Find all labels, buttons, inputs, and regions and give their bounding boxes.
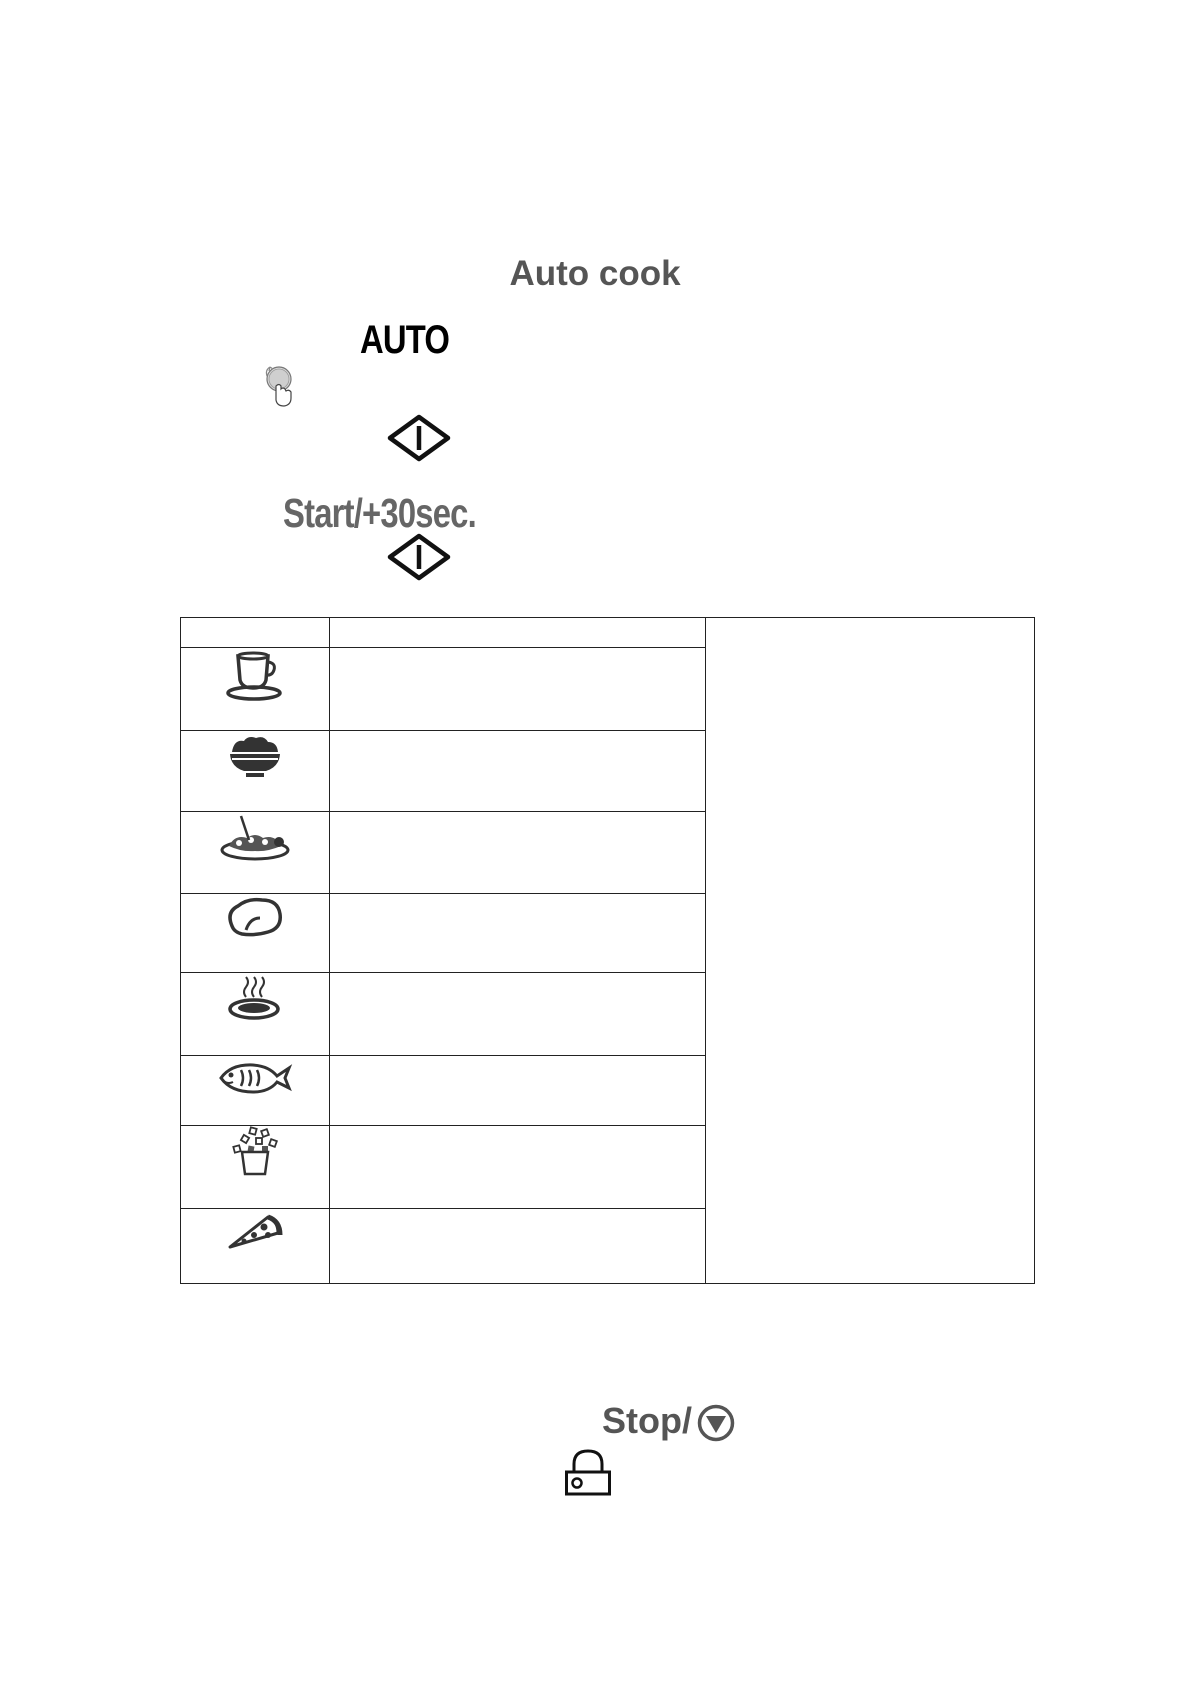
menu-item-name bbox=[329, 973, 705, 1056]
menu-item-name bbox=[329, 731, 705, 812]
menu-item-name bbox=[329, 1209, 705, 1284]
start-diamond-icon bbox=[387, 414, 451, 462]
menu-item-name bbox=[329, 894, 705, 973]
beverage-cup-icon bbox=[224, 650, 286, 702]
pasta-plate-icon bbox=[217, 812, 293, 866]
child-lock-icon bbox=[564, 1448, 612, 1498]
page-title: Auto cook bbox=[509, 254, 681, 293]
stop-circle-down-icon bbox=[697, 1404, 735, 1442]
start-diamond-icon bbox=[387, 533, 451, 581]
stop-button-label: Stop/ bbox=[602, 1400, 692, 1441]
column-header bbox=[181, 618, 330, 648]
menu-item-name bbox=[329, 1056, 705, 1126]
notes-cell bbox=[705, 618, 1034, 1284]
auto-cook-menu-table bbox=[180, 617, 1035, 1284]
auto-button-label: AUTO bbox=[360, 318, 450, 362]
column-header bbox=[329, 618, 705, 648]
menu-item-name bbox=[329, 812, 705, 894]
soup-bowl-icon bbox=[224, 973, 286, 1025]
potato-icon bbox=[224, 896, 286, 940]
rice-bowl-icon bbox=[224, 733, 286, 785]
table-header-row bbox=[181, 618, 1035, 648]
rotary-knob-hand-icon bbox=[262, 362, 302, 412]
menu-item-name bbox=[329, 1126, 705, 1209]
pizza-slice-icon bbox=[224, 1211, 286, 1255]
fish-icon bbox=[217, 1060, 293, 1096]
popcorn-icon bbox=[224, 1126, 286, 1178]
menu-item-name bbox=[329, 648, 705, 731]
start-button-label: Start/+30sec. bbox=[283, 490, 476, 536]
